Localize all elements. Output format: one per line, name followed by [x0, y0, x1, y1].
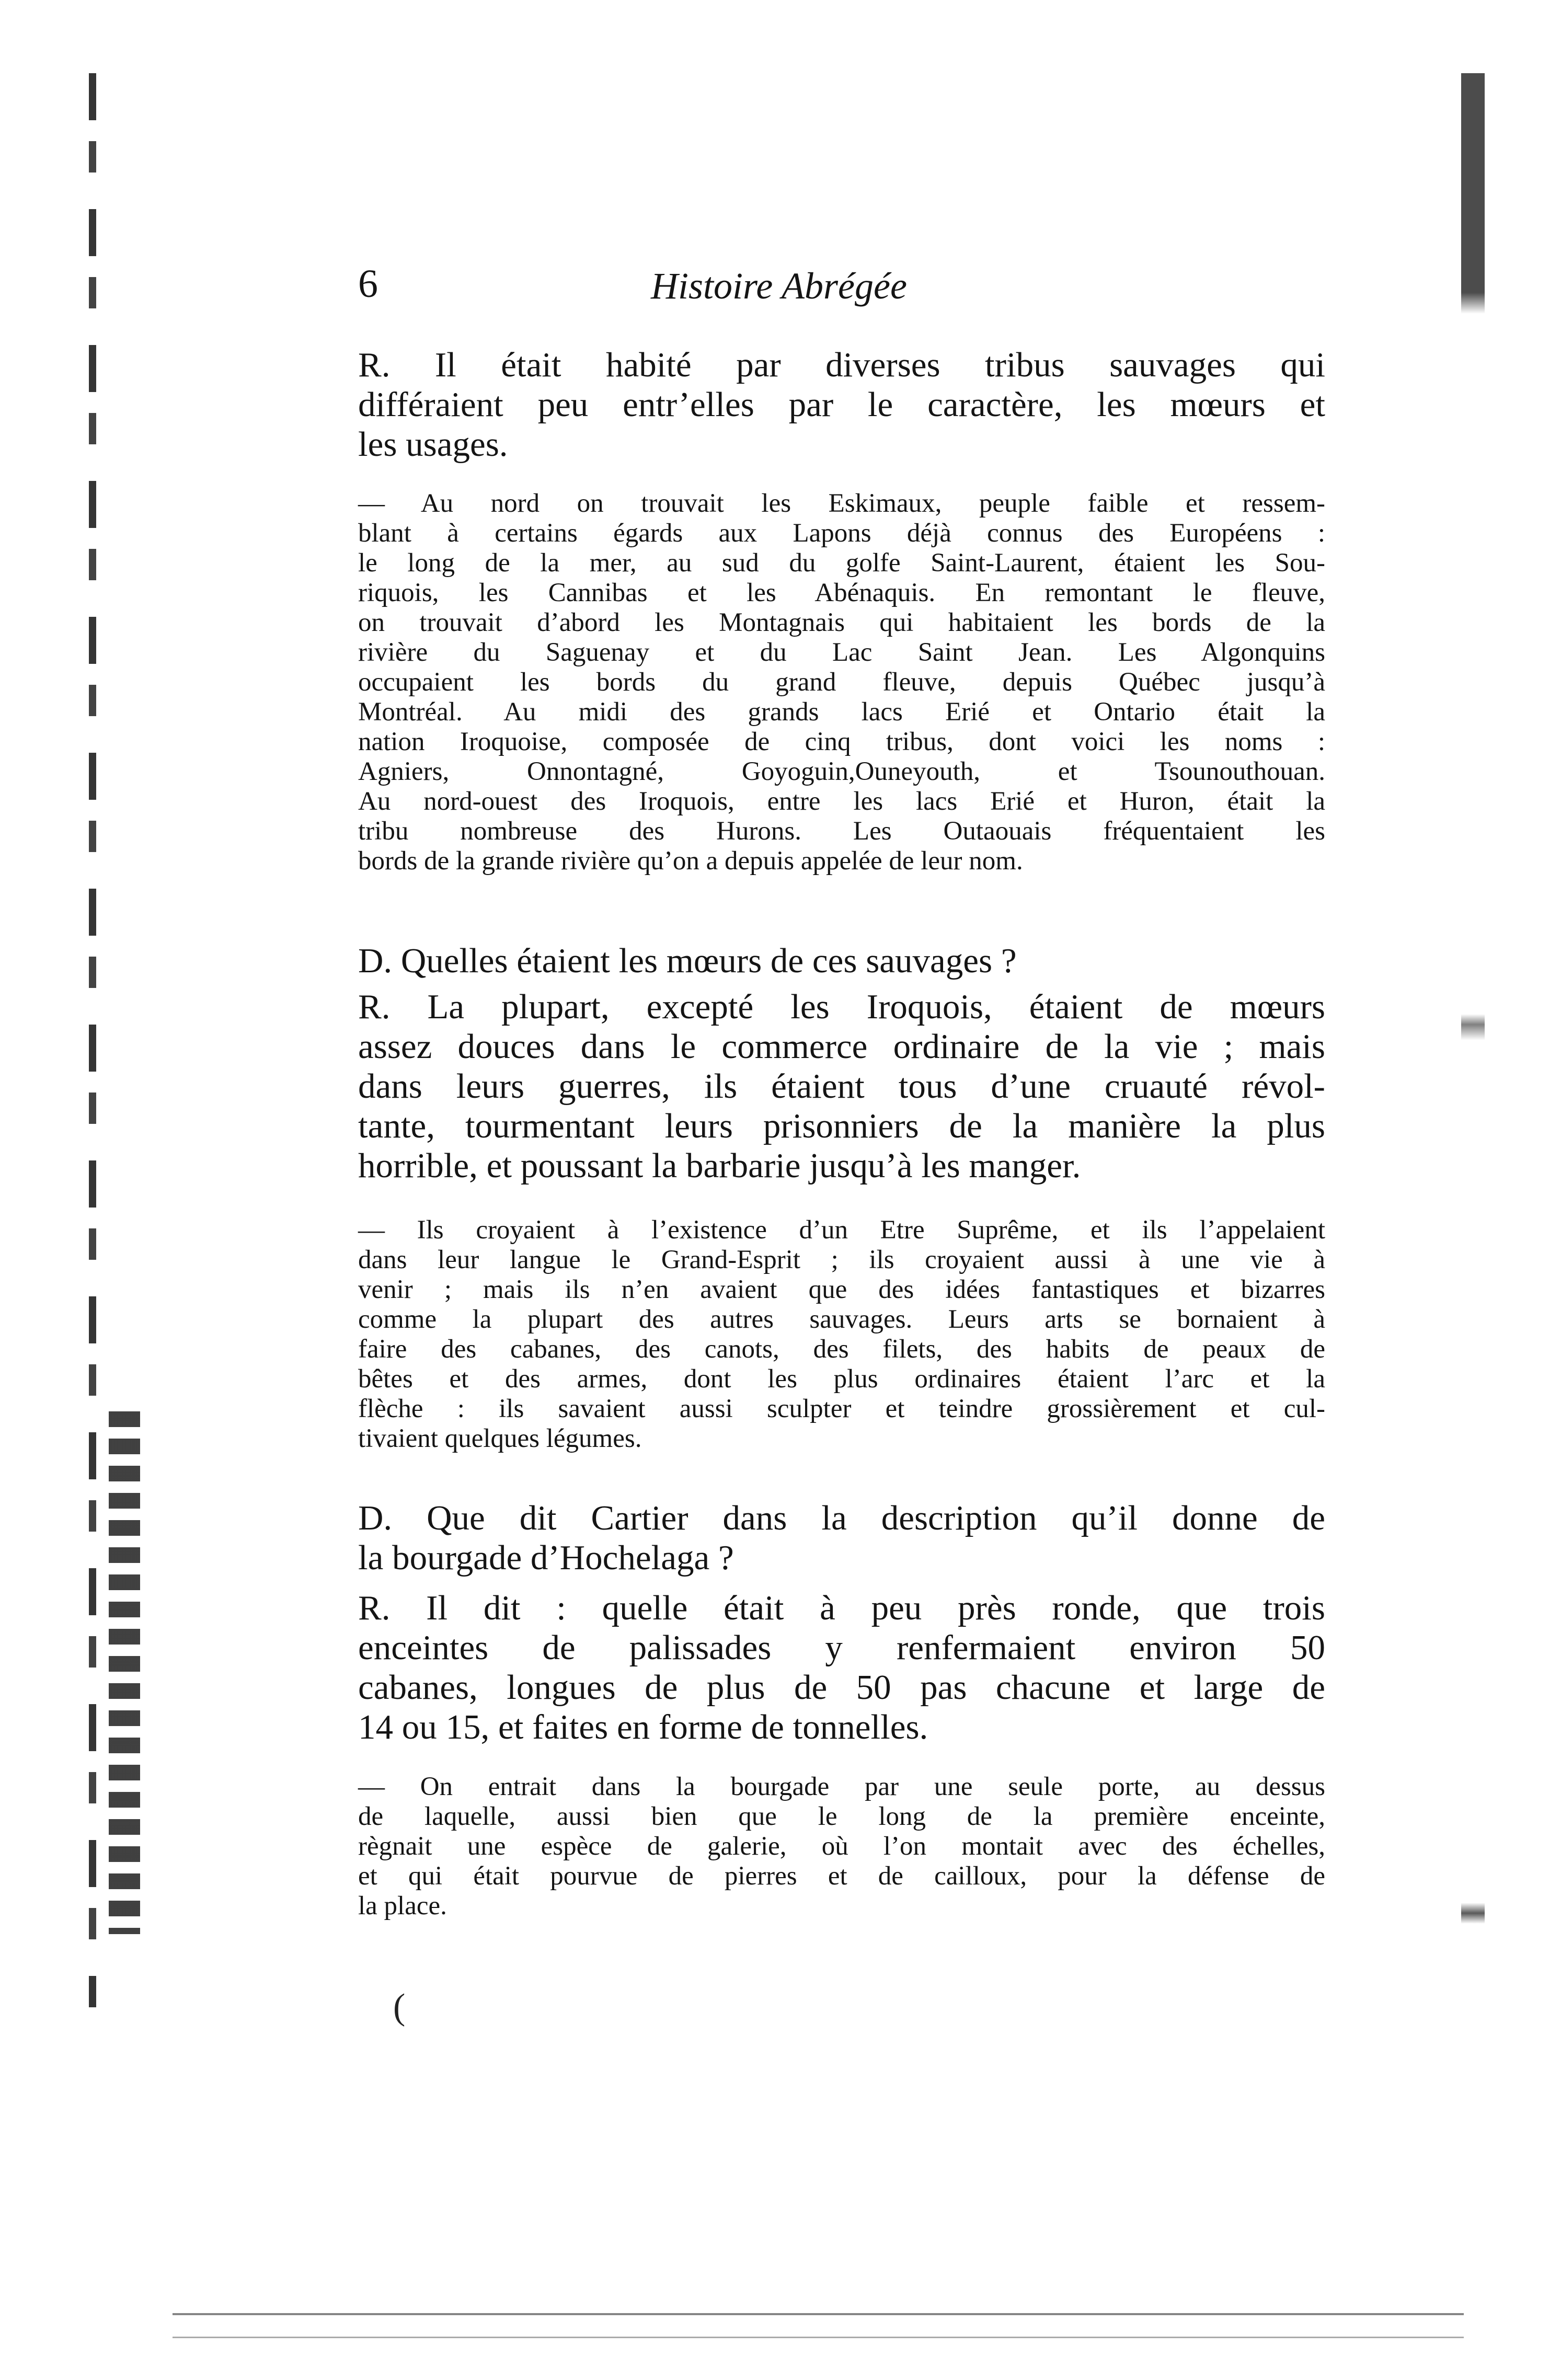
scan-edge-bottom: [173, 2313, 1464, 2315]
scan-edge-bottom-lower: [173, 2337, 1464, 2338]
answer-paragraph: [358, 345, 1325, 464]
text-line: — Au nord on trouvait les Eskimaux, peuple faible et ressem-: [358, 489, 1325, 518]
note-paragraph: [358, 1772, 1325, 1921]
text-line: riquois, les Cannibas et les Abénaquis. En remontant le fleuve,: [358, 578, 1325, 607]
text-line: comme la plupart des autres sauvages. Leurs arts se bornaient à: [358, 1305, 1325, 1334]
text-line: rivière du Saguenay et du Lac Saint Jean. Les Algonquins: [358, 638, 1325, 667]
text-line: la place.: [358, 1891, 447, 1921]
text-line: — On entrait dans la bourgade par une seule porte, au dessus: [358, 1772, 1325, 1801]
text-line: occupaient les bords du grand fleuve, depuis Québec jusqu’à: [358, 668, 1325, 697]
text-line: R. Il était habité par diverses tribus sauvages qui: [358, 346, 1325, 384]
stray-mark: (: [393, 1987, 406, 2027]
text-line: venir ; mais ils n’en avaient que des idées fantastiques et bizarres: [358, 1275, 1325, 1304]
text-line: faire des cabanes, des canots, des filets, des habits de peaux de: [358, 1335, 1325, 1364]
text-line: on trouvait d’abord les Montagnais qui habitaient les bords de la: [358, 608, 1325, 637]
scan-edge-right: [1461, 73, 1485, 2227]
text-line: Montréal. Au midi des grands lacs Erié et Ontario était la: [358, 697, 1325, 727]
text-line: enceintes de palissades y renfermaient environ 50: [358, 1628, 1325, 1667]
page-number: 6: [358, 262, 378, 306]
text-line: assez douces dans le commerce ordinaire de la vie ; mais: [358, 1027, 1325, 1066]
text-line: la bourgade d’Hochelaga ?: [358, 1538, 734, 1577]
text-line: D. Quelles étaient les mœurs de ces sauvages ?: [358, 941, 1017, 980]
text-line: D. Que dit Cartier dans la description qu’il donne de: [358, 1499, 1325, 1537]
text-line: nation Iroquoise, composée de cinq tribus, dont voici les noms :: [358, 727, 1325, 756]
running-title: Histoire Abrégée: [651, 265, 907, 307]
answer-paragraph: [358, 987, 1325, 1186]
text-line: le long de la mer, au sud du golfe Saint-Laurent, étaient les Sou-: [358, 548, 1325, 578]
text-line: tante, tourmentant leurs prisonniers de la manière la plus: [358, 1107, 1325, 1145]
text-line: Agniers, Onnontagné, Goyoguin,Ouneyouth, et Tsounouthouan.: [358, 757, 1325, 786]
text-line: et qui était pourvue de pierres et de cailloux, pour la défense de: [358, 1861, 1325, 1891]
question-paragraph: [358, 1498, 1325, 1578]
text-line: R. Il dit : quelle était à peu près ronde, que trois: [358, 1589, 1325, 1627]
text-line: de laquelle, aussi bien que le long de la première enceinte,: [358, 1802, 1325, 1831]
note-paragraph: [358, 489, 1325, 876]
text-line: règnait une espèce de galerie, où l’on montait avec des échelles,: [358, 1832, 1325, 1861]
text-line: cabanes, longues de plus de 50 pas chacune et large de: [358, 1668, 1325, 1707]
text-line: dans leur langue le Grand-Esprit ; ils croyaient aussi à une vie à: [358, 1245, 1325, 1274]
scan-edge-left-inner: [109, 1411, 140, 1934]
answer-paragraph: [358, 1588, 1325, 1747]
text-line: dans leurs guerres, ils étaient tous d’une cruauté révol-: [358, 1067, 1325, 1106]
text-line: les usages.: [358, 425, 508, 464]
text-line: tivaient quelques légumes.: [358, 1424, 642, 1453]
text-line: bêtes et des armes, dont les plus ordinaires étaient l’arc et la: [358, 1364, 1325, 1394]
text-line: 14 ou 15, et faites en forme de tonnelles.: [358, 1708, 928, 1746]
text-line: Au nord-ouest des Iroquois, entre les lacs Erié et Huron, était la: [358, 787, 1325, 816]
text-line: — Ils croyaient à l’existence d’un Etre Suprême, et ils l’appelaient: [358, 1215, 1325, 1245]
question-paragraph: [358, 941, 1325, 981]
text-line: différaient peu entr’elles par le caractère, les mœurs et: [358, 385, 1325, 424]
scan-edge-left: [89, 73, 96, 2007]
text-line: tribu nombreuse des Hurons. Les Outaouais fréquentaient les: [358, 817, 1325, 846]
note-paragraph: [358, 1215, 1325, 1454]
text-line: flèche : ils savaient aussi sculpter et teindre grossièrement et cul-: [358, 1394, 1325, 1423]
text-line: bords de la grande rivière qu’on a depuis appelée de leur nom.: [358, 846, 1023, 876]
text-line: R. La plupart, excepté les Iroquois, étaient de mœurs: [358, 987, 1325, 1026]
running-head: [358, 261, 1404, 308]
text-line: horrible, et poussant la barbarie jusqu’à les manger.: [358, 1146, 1081, 1185]
text-line: blant à certains égards aux Lapons déjà connus des Européens :: [358, 519, 1325, 548]
